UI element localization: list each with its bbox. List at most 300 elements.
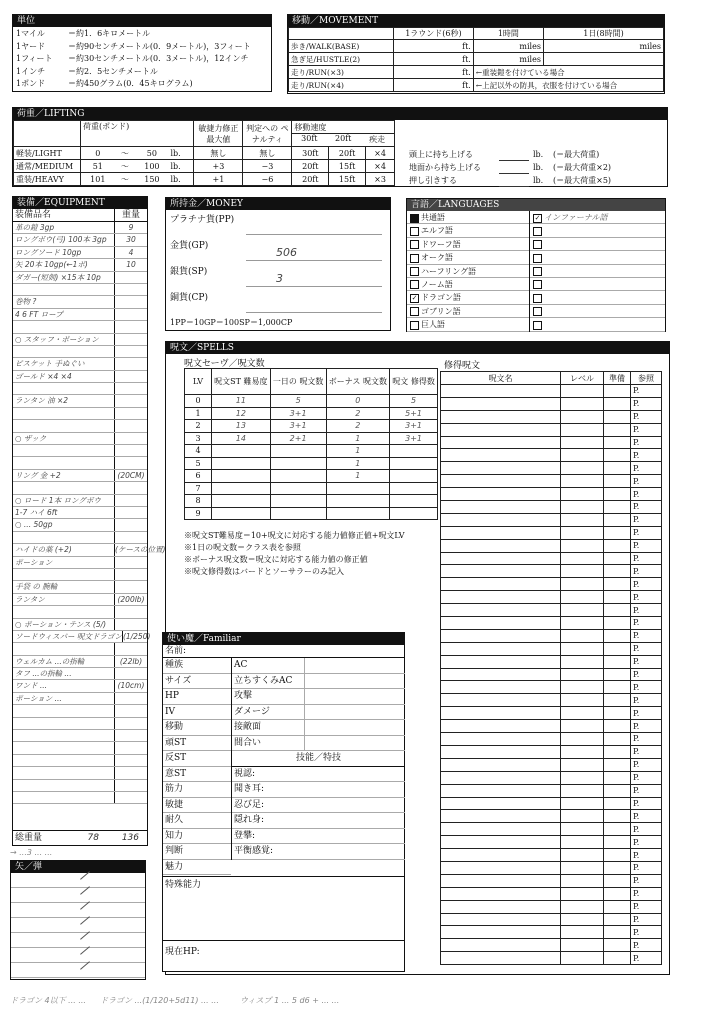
spell-known: 3+1 bbox=[390, 432, 438, 445]
spell-row bbox=[185, 407, 438, 420]
equipment-item-name bbox=[13, 718, 114, 729]
equipment-total-value: 78 bbox=[87, 833, 99, 843]
known-spell-prepared bbox=[604, 526, 631, 539]
known-spell-row bbox=[441, 552, 662, 565]
language-label: ノーム語 bbox=[421, 279, 453, 289]
familiar-stat-row bbox=[163, 720, 231, 736]
known-spell-row bbox=[441, 681, 662, 694]
known-spell-page: P. bbox=[631, 475, 662, 488]
language-row bbox=[530, 224, 665, 237]
known-spell-name bbox=[441, 720, 561, 733]
equipment-item-weight bbox=[114, 495, 147, 506]
known-spell-level bbox=[561, 849, 604, 862]
lifting-speed-sub-label: 30ft bbox=[301, 134, 318, 143]
equipment-row bbox=[13, 643, 147, 655]
spell-row bbox=[185, 395, 438, 408]
known-spell-name bbox=[441, 952, 561, 965]
spell-perday bbox=[270, 495, 326, 508]
equipment-item-name: ポーション bbox=[15, 557, 53, 567]
equipment-item-name bbox=[13, 606, 114, 617]
equipment-item-weight bbox=[114, 581, 147, 592]
language-row bbox=[530, 265, 665, 278]
known-spell-prepared bbox=[604, 655, 631, 668]
languages-right bbox=[530, 211, 665, 332]
equipment-item-weight bbox=[114, 507, 147, 518]
lifting-penalty: 無し bbox=[243, 147, 292, 160]
languages-title: 言語／LANGUAGES bbox=[407, 199, 665, 211]
equipment-row bbox=[13, 557, 147, 569]
familiar-left bbox=[163, 658, 231, 875]
lifting-penalty: −6 bbox=[243, 173, 292, 186]
language-checkbox[interactable] bbox=[410, 307, 419, 316]
language-row bbox=[407, 278, 529, 291]
equipment-item-name: ウェルカム ...の指輪 bbox=[15, 656, 85, 666]
equipment-item-weight: (20CM) bbox=[114, 470, 147, 481]
scribble-2: ドラゴン ...(1/120+5d11) ... ... bbox=[100, 996, 219, 1005]
units-rows bbox=[13, 27, 271, 92]
language-row bbox=[407, 265, 529, 278]
equipment-item-weight bbox=[114, 346, 147, 357]
spell-lv: 0 bbox=[185, 395, 212, 408]
known-spell-name bbox=[441, 861, 561, 874]
known-spell-level bbox=[561, 423, 604, 436]
known-spell-level bbox=[561, 617, 604, 630]
equipment-col-name: 装備品名 bbox=[15, 210, 52, 220]
known-spells-table bbox=[440, 371, 662, 965]
spell-known bbox=[390, 470, 438, 483]
equipment-item-name bbox=[13, 482, 114, 493]
money-label: プラチナ貨(PP) bbox=[170, 215, 235, 225]
known-spell-prepared bbox=[604, 397, 631, 410]
lifting-speed-sub bbox=[292, 134, 394, 145]
spell-perday bbox=[270, 482, 326, 495]
equipment-item-weight bbox=[114, 457, 147, 468]
movement-day-unit: miles bbox=[543, 40, 663, 53]
equipment-item-weight bbox=[114, 433, 147, 444]
known-spell-name bbox=[441, 604, 561, 617]
lifting-panel bbox=[12, 107, 668, 187]
known-spell-level bbox=[561, 874, 604, 887]
known-spell-name bbox=[441, 836, 561, 849]
known-spell-level bbox=[561, 629, 604, 642]
language-checkbox[interactable]: ✓ bbox=[411, 293, 418, 302]
known-spell-name bbox=[441, 733, 561, 746]
familiar-stat-row bbox=[163, 860, 231, 876]
familiar-stat-label: 筋力 bbox=[165, 784, 184, 794]
known-spell-level bbox=[561, 926, 604, 939]
known-spell-row bbox=[441, 694, 662, 707]
lifting-run: ×4 bbox=[366, 147, 395, 160]
ammo-slash-mark bbox=[80, 886, 90, 894]
familiar-stat-label: 魅力 bbox=[165, 861, 184, 872]
money-row bbox=[166, 210, 390, 236]
known-spell-row bbox=[441, 784, 662, 797]
known-spell-name bbox=[441, 758, 561, 771]
lifting-run: ×4 bbox=[366, 160, 395, 173]
known-spell-row bbox=[441, 539, 662, 552]
familiar-name-row bbox=[163, 645, 404, 658]
lifting-speed20: 20ft bbox=[329, 147, 366, 160]
spell-dc: 11 bbox=[212, 395, 271, 408]
known-spell-level bbox=[561, 488, 604, 501]
spell-perday bbox=[270, 457, 326, 470]
money-value: 3 bbox=[276, 272, 283, 285]
spell-dc bbox=[212, 482, 271, 495]
familiar-stat-row bbox=[163, 813, 231, 829]
equipment-item-weight bbox=[114, 730, 147, 741]
spell-header: 呪文ST 難易度 bbox=[212, 369, 271, 395]
lifting-max: 50 bbox=[135, 147, 168, 160]
money-row bbox=[166, 236, 390, 262]
familiar-skill-label: 隠れ身: bbox=[234, 815, 265, 825]
known-spell-prepared bbox=[604, 668, 631, 681]
equipment-row bbox=[13, 532, 147, 544]
lifting-col-speed: 移動速度 bbox=[292, 122, 394, 134]
equipment-item-name: ○ ... 50gp bbox=[15, 520, 53, 530]
equipment-item-name bbox=[13, 792, 114, 803]
equipment-item-weight bbox=[114, 334, 147, 345]
equipment-item-weight bbox=[114, 668, 147, 679]
equipment-item-weight: (ケースの位置) bbox=[115, 545, 166, 555]
familiar-stat-row bbox=[163, 736, 231, 752]
familiar-skill-row bbox=[232, 782, 405, 798]
known-spell-page: P. bbox=[631, 578, 662, 591]
known-spell-name bbox=[441, 617, 561, 630]
lifting-side-unit: lb. bbox=[533, 176, 544, 185]
equipment-item-name bbox=[13, 755, 114, 766]
familiar-stat-label: 頑ST bbox=[165, 737, 187, 748]
known-spell-prepared bbox=[604, 758, 631, 771]
equipment-item-weight: (1/250) bbox=[122, 631, 151, 641]
known-spell-name bbox=[441, 874, 561, 887]
known-spell-prepared bbox=[604, 874, 631, 887]
language-checkbox[interactable] bbox=[533, 294, 542, 303]
equipment-below-note: → ...3 ... ... bbox=[10, 848, 53, 857]
money-line bbox=[246, 234, 382, 235]
equipment-total-row bbox=[13, 830, 147, 845]
known-spell-level bbox=[561, 604, 604, 617]
known-spell-prepared bbox=[604, 681, 631, 694]
equipment-item-name bbox=[13, 457, 114, 468]
language-row bbox=[530, 251, 665, 264]
known-spell-name bbox=[441, 578, 561, 591]
known-spell-page: P. bbox=[631, 488, 662, 501]
lifting-speed30: 20ft bbox=[292, 173, 329, 186]
known-spell-level bbox=[561, 694, 604, 707]
spell-dc bbox=[212, 457, 271, 470]
known-spell-level bbox=[561, 823, 604, 836]
language-checkbox[interactable] bbox=[533, 267, 542, 276]
known-spell-level bbox=[561, 900, 604, 913]
lifting-col-load: 荷重(ポンド) bbox=[81, 121, 194, 147]
known-spell-row bbox=[441, 475, 662, 488]
known-spell-page: P. bbox=[631, 939, 662, 952]
language-checkbox[interactable] bbox=[533, 240, 542, 249]
movement-note: ←上記以外の防具，衣服を付けている場合 bbox=[473, 79, 663, 92]
spell-known bbox=[390, 495, 438, 508]
known-spell-prepared bbox=[604, 939, 631, 952]
known-spell-prepared bbox=[604, 745, 631, 758]
known-spell-name bbox=[441, 462, 561, 475]
known-spell-row bbox=[441, 410, 662, 423]
lifting-label: 重装/HEAVY bbox=[14, 173, 81, 186]
movement-label: 走り/RUN(×4) bbox=[289, 79, 394, 92]
spell-note: ※呪文修得数はバードとソーサラーのみ記入 bbox=[184, 567, 344, 576]
equipment-item-weight bbox=[114, 296, 147, 307]
money-title: 所持金／MONEY bbox=[166, 198, 390, 210]
language-checkbox[interactable] bbox=[533, 254, 542, 263]
known-spell-prepared bbox=[604, 591, 631, 604]
lifting-table bbox=[13, 120, 395, 186]
lifting-run: ×3 bbox=[366, 173, 395, 186]
spell-row bbox=[185, 420, 438, 433]
equipment-row bbox=[13, 631, 151, 643]
spell-bonus: 2 bbox=[326, 407, 390, 420]
spell-bonus bbox=[326, 495, 390, 508]
familiar-combat-label: 接敵面 bbox=[232, 720, 305, 735]
known-spell-prepared bbox=[604, 449, 631, 462]
equipment-item-name: ソードウィスパー 呪文ドラゴン bbox=[15, 631, 122, 641]
known-spell-prepared bbox=[604, 720, 631, 733]
known-spell-name bbox=[441, 913, 561, 926]
spell-table bbox=[184, 368, 438, 520]
known-spell-page: P. bbox=[631, 462, 662, 475]
equipment-item-weight bbox=[114, 445, 147, 456]
equipment-item-weight bbox=[114, 284, 147, 295]
known-spell-level bbox=[561, 462, 604, 475]
equipment-item-name bbox=[13, 742, 114, 753]
known-spell-name bbox=[441, 668, 561, 681]
ammo-slash-mark bbox=[80, 901, 90, 909]
language-row bbox=[407, 318, 529, 331]
spell-row bbox=[185, 457, 438, 470]
known-spell-prepared bbox=[604, 552, 631, 565]
known-spell-name bbox=[441, 552, 561, 565]
spell-perday: 2+1 bbox=[270, 432, 326, 445]
known-spell-page: P. bbox=[631, 552, 662, 565]
language-label: オーク語 bbox=[421, 253, 453, 263]
lifting-corner bbox=[14, 121, 81, 147]
known-spell-prepared bbox=[604, 861, 631, 874]
known-spell-row bbox=[441, 797, 662, 810]
spell-lv: 7 bbox=[185, 482, 212, 495]
equipment-item-name: リング 金 +2 bbox=[15, 470, 61, 480]
known-spell-page: P. bbox=[631, 385, 662, 398]
familiar-hp-label: 現在HP: bbox=[165, 947, 200, 957]
language-checkbox[interactable] bbox=[533, 307, 542, 316]
familiar-combat-label: 攻撃 bbox=[232, 689, 305, 704]
equipment-item-weight bbox=[114, 371, 147, 382]
equipment-item-weight: 30 bbox=[114, 234, 147, 245]
equipment-item-name: ハイドの薬 (+2) bbox=[15, 545, 72, 555]
equipment-item-name bbox=[13, 445, 114, 456]
equipment-item-weight bbox=[114, 606, 147, 617]
known-spell-level bbox=[561, 591, 604, 604]
equipment-item-weight bbox=[114, 780, 147, 791]
known-spell-page: P. bbox=[631, 874, 662, 887]
known-spell-page: P. bbox=[631, 694, 662, 707]
known-spell-page: P. bbox=[631, 836, 662, 849]
equipment-item-name: ロングソード 10gp bbox=[15, 247, 82, 257]
money-line bbox=[246, 260, 382, 261]
familiar-stat-label: 敏捷 bbox=[165, 799, 184, 810]
known-spell-prepared bbox=[604, 797, 631, 810]
ammo-slash-mark bbox=[80, 931, 90, 939]
known-spell-page: P. bbox=[631, 423, 662, 436]
equipment-item-weight bbox=[114, 395, 147, 406]
known-spell-level bbox=[561, 913, 604, 926]
known-spell-row bbox=[441, 385, 662, 398]
language-checkbox[interactable] bbox=[533, 321, 542, 330]
known-spell-level bbox=[561, 681, 604, 694]
language-checkbox[interactable] bbox=[533, 227, 542, 236]
ammo-slash-mark bbox=[80, 916, 90, 924]
money-rows bbox=[166, 210, 390, 314]
familiar-right bbox=[231, 658, 405, 860]
lifting-min: 0 bbox=[81, 147, 115, 160]
familiar-skills-header-row bbox=[232, 751, 405, 767]
spell-notes bbox=[184, 530, 405, 578]
familiar-stat-label: 耐久 bbox=[165, 815, 184, 825]
equipment-item-name bbox=[13, 321, 114, 332]
spell-bonus: 0 bbox=[326, 395, 390, 408]
known-spell-name bbox=[441, 397, 561, 410]
equipment-row bbox=[13, 296, 147, 308]
units-unit: 1インチ bbox=[16, 66, 46, 76]
ammo-title: 矢／弾 bbox=[11, 861, 145, 873]
equipment-row bbox=[13, 495, 147, 507]
equipment-item-weight: (22lb) bbox=[114, 656, 147, 667]
units-row bbox=[16, 53, 268, 66]
equipment-row bbox=[13, 693, 147, 705]
familiar-stat-row bbox=[163, 782, 231, 798]
lifting-unit: lb. bbox=[169, 160, 194, 173]
known-spell-row bbox=[441, 642, 662, 655]
language-checkbox[interactable] bbox=[410, 321, 419, 330]
language-label: ドワーフ語 bbox=[421, 239, 461, 249]
known-spell-level bbox=[561, 668, 604, 681]
movement-row bbox=[289, 66, 664, 79]
familiar-skill-row bbox=[232, 767, 405, 783]
equipment-row bbox=[13, 680, 147, 692]
familiar-stat-row bbox=[163, 658, 231, 674]
known-spell-name bbox=[441, 436, 561, 449]
lifting-side-label: 頭上に持ち上げる bbox=[409, 150, 473, 159]
language-checkbox[interactable] bbox=[410, 240, 419, 249]
known-spell-page: P. bbox=[631, 900, 662, 913]
ammo-line bbox=[11, 948, 145, 963]
known-spell-page: P. bbox=[631, 758, 662, 771]
equipment-item-name: タフ ...の指輪 ... bbox=[15, 669, 72, 679]
familiar-title: 使い魔／Familiar bbox=[163, 633, 404, 645]
known-spell-prepared bbox=[604, 900, 631, 913]
known-spell-row bbox=[441, 758, 662, 771]
lifting-col-maxdex: 敏捷力修正 最大値 bbox=[194, 121, 243, 147]
languages-left bbox=[407, 211, 530, 332]
known-spell-name bbox=[441, 488, 561, 501]
movement-header-row bbox=[289, 28, 664, 40]
known-spell-level bbox=[561, 810, 604, 823]
movement-hour-unit: miles bbox=[473, 40, 543, 53]
equipment-row bbox=[13, 606, 147, 618]
language-label: インファーナル語 bbox=[544, 213, 608, 222]
equipment-row bbox=[13, 433, 147, 445]
familiar-stat-label: 意ST bbox=[165, 768, 187, 779]
spell-bonus: 1 bbox=[326, 457, 390, 470]
movement-header: 1時間 bbox=[473, 28, 543, 40]
lifting-side-blank bbox=[499, 174, 529, 187]
language-checkbox[interactable] bbox=[410, 280, 419, 289]
equipment-item-weight bbox=[114, 309, 147, 320]
equipment-row bbox=[13, 519, 147, 531]
familiar-combat-row bbox=[232, 736, 405, 752]
lifting-side-row bbox=[409, 161, 659, 174]
equipment-item-name bbox=[13, 532, 114, 543]
language-checkbox[interactable] bbox=[410, 214, 419, 223]
language-checkbox[interactable] bbox=[533, 280, 542, 289]
equipment-item-name: ランタン 油 ×2 bbox=[15, 396, 69, 406]
known-spell-page: P. bbox=[631, 513, 662, 526]
lifting-title: 荷重／LIFTING bbox=[13, 108, 667, 120]
known-spell-page: P. bbox=[631, 745, 662, 758]
familiar-panel bbox=[162, 632, 405, 972]
language-checkbox[interactable]: ✓ bbox=[534, 213, 541, 222]
equipment-row bbox=[13, 742, 147, 754]
language-row bbox=[407, 251, 529, 264]
movement-header: 1ラウンド(6秒) bbox=[394, 28, 474, 40]
lifting-max: 150 bbox=[135, 173, 168, 186]
units-unit: 1ヤード bbox=[16, 41, 46, 51]
known-spell-row bbox=[441, 436, 662, 449]
language-checkbox[interactable] bbox=[410, 267, 419, 276]
known-spell-row bbox=[441, 836, 662, 849]
known-spell-prepared bbox=[604, 501, 631, 514]
known-spell-level bbox=[561, 565, 604, 578]
spell-header: 呪文 修得数 bbox=[390, 369, 438, 395]
known-spell-name bbox=[441, 513, 561, 526]
equipment-row bbox=[13, 668, 147, 680]
movement-day-unit bbox=[543, 53, 663, 66]
familiar-stat-label: 種族 bbox=[165, 660, 184, 670]
movement-hour-unit: miles bbox=[473, 53, 543, 66]
known-spell-page: P. bbox=[631, 526, 662, 539]
known-spell-prepared bbox=[604, 462, 631, 475]
known-spell-prepared bbox=[604, 513, 631, 526]
languages-panel bbox=[406, 198, 666, 332]
equipment-item-name: ビスケット 手ぬぐい bbox=[15, 359, 85, 369]
language-checkbox[interactable] bbox=[410, 227, 419, 236]
known-spell-page: P. bbox=[631, 397, 662, 410]
language-checkbox[interactable] bbox=[410, 254, 419, 263]
familiar-combat-label: AC bbox=[232, 658, 305, 673]
known-spell-level bbox=[561, 436, 604, 449]
known-spell-row bbox=[441, 823, 662, 836]
known-spell-row bbox=[441, 771, 662, 784]
spell-lv: 2 bbox=[185, 420, 212, 433]
equipment-item-weight: (10cm) bbox=[114, 680, 147, 691]
lifting-unit: lb. bbox=[169, 147, 194, 160]
spell-dc: 12 bbox=[212, 407, 271, 420]
familiar-stat-row bbox=[163, 751, 231, 767]
spell-lv: 6 bbox=[185, 470, 212, 483]
known-spell-name bbox=[441, 926, 561, 939]
spell-dc: 14 bbox=[212, 432, 271, 445]
known-spell-prepared bbox=[604, 849, 631, 862]
equipment-item-weight bbox=[114, 420, 147, 431]
equipment-row bbox=[13, 309, 147, 321]
known-spell-level bbox=[561, 552, 604, 565]
movement-row bbox=[289, 53, 664, 66]
